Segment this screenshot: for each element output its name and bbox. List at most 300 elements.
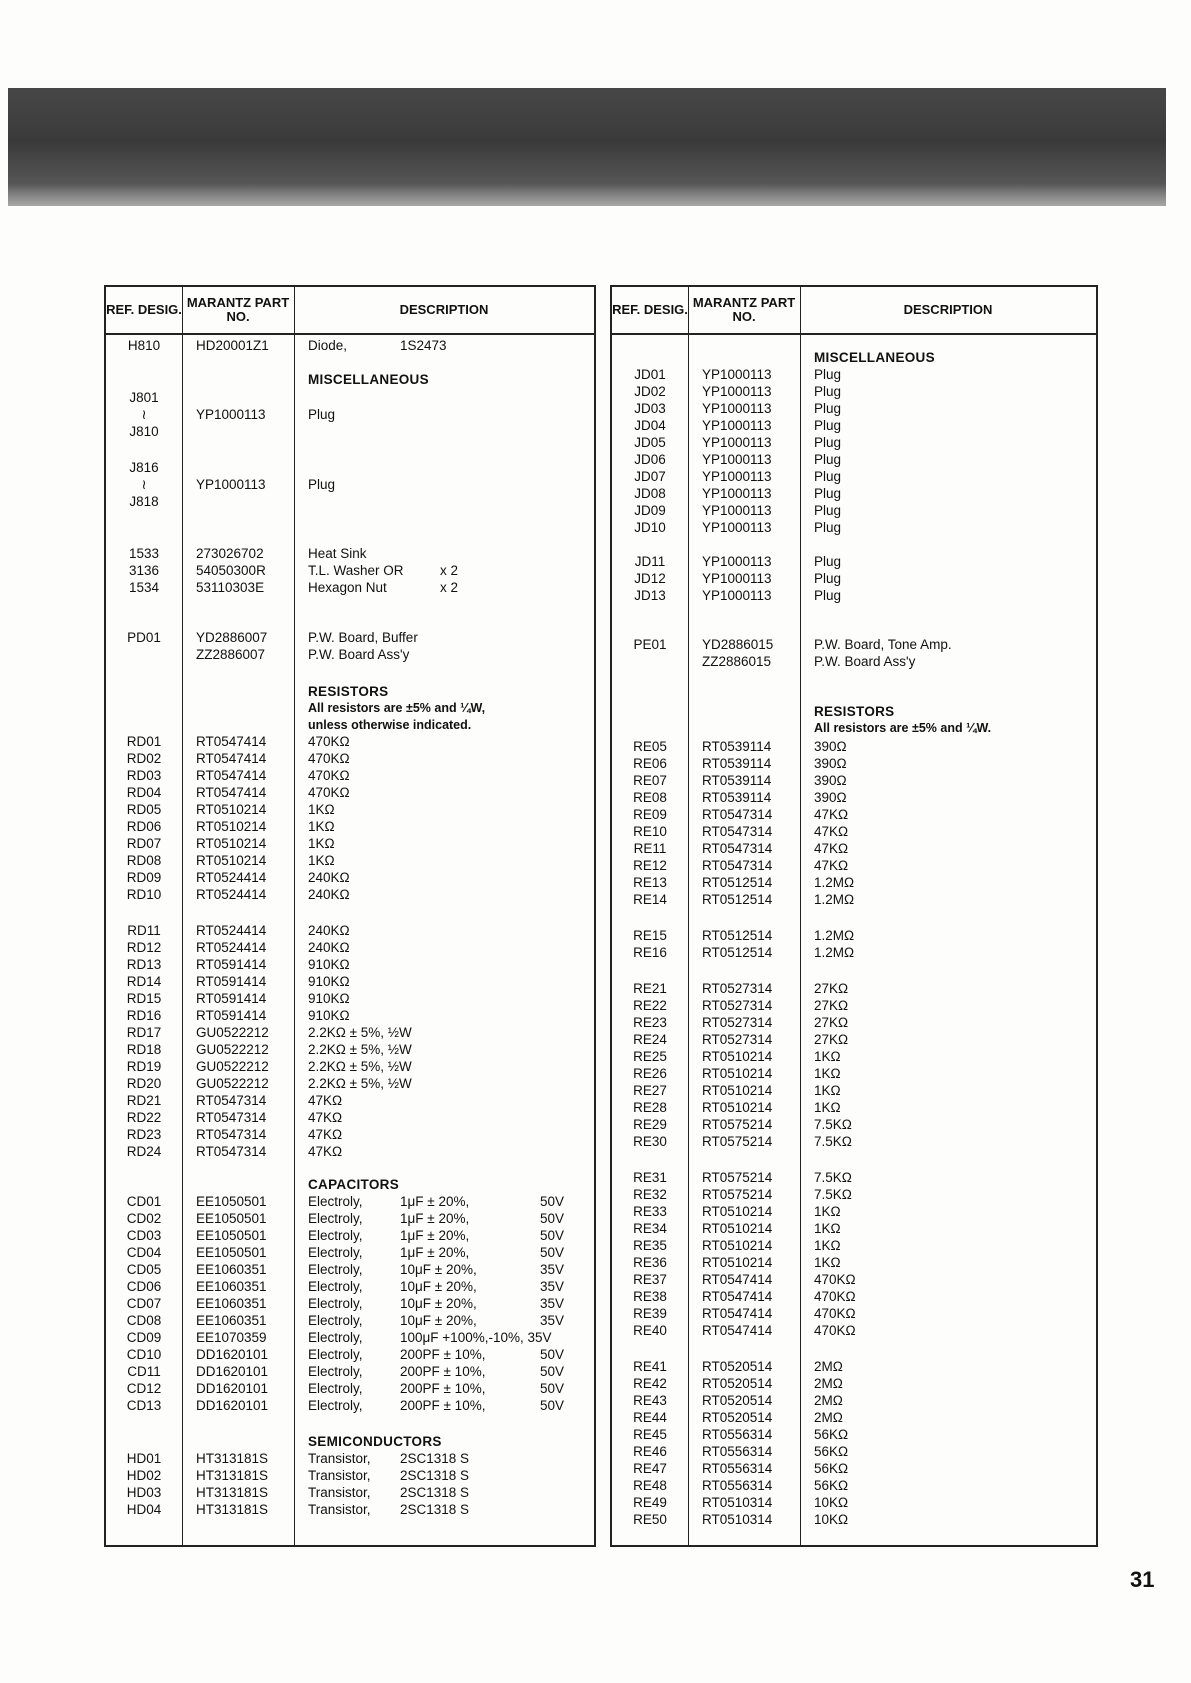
description (800, 1305, 1096, 1322)
table-header (612, 287, 1096, 335)
part-row (106, 423, 594, 440)
part-row (612, 772, 1096, 789)
ref-designator: JD06 (634, 452, 666, 467)
part-number: RT0510214 (702, 1066, 773, 1081)
description-text: 470KΩ (814, 1323, 856, 1338)
ref-designator: RD06 (126, 819, 162, 834)
part-row (106, 476, 594, 493)
part-row (106, 1007, 594, 1024)
part-number: EE1060351 (196, 1262, 267, 1277)
part-number: RT0547314 (702, 824, 773, 839)
part-row (106, 545, 594, 562)
description-value: 1S2473 (400, 338, 447, 353)
description-text: Plug (814, 469, 842, 484)
description-text: 47KΩ (308, 1144, 343, 1159)
description (800, 1169, 1096, 1186)
part-row (612, 1048, 1096, 1065)
part-number (688, 703, 800, 720)
part-row (106, 1278, 594, 1295)
description-type: Electroly, (308, 1194, 363, 1209)
column-header-ref: REF. DESIG. (612, 302, 688, 317)
description-text: Hexagon Nut (308, 580, 387, 595)
part-row (612, 1065, 1096, 1082)
ref-designator: JD09 (634, 503, 666, 518)
description (294, 1278, 594, 1295)
description-rating: 50V (540, 1211, 565, 1226)
part-number: YP1000113 (702, 401, 772, 416)
section-heading (612, 703, 1096, 720)
description (294, 406, 594, 423)
description (294, 1024, 594, 1041)
description-text: 47KΩ (814, 807, 849, 822)
description (294, 389, 594, 406)
description (294, 922, 594, 939)
description (800, 485, 1096, 502)
part-row (612, 1254, 1096, 1271)
ref-designator: JD05 (634, 435, 666, 450)
ref-designator: RE24 (633, 1032, 667, 1047)
part-number: RT0539114 (702, 790, 772, 805)
part-row (612, 502, 1096, 519)
part-row (106, 1210, 594, 1227)
ref-designator (612, 720, 688, 737)
description-text: 240KΩ (308, 887, 350, 902)
part-number: RT0547314 (196, 1127, 267, 1142)
part-row (106, 1193, 594, 1210)
description-text: Plug (814, 367, 842, 382)
description (294, 852, 594, 869)
description (294, 956, 594, 973)
section-heading (106, 683, 594, 700)
part-number: RT0510214 (196, 853, 267, 868)
ref-designator (106, 700, 182, 717)
ref-designator: RE31 (633, 1170, 667, 1185)
part-number: RT0547314 (702, 807, 773, 822)
description (294, 646, 594, 663)
description-text: Plug (814, 401, 842, 416)
description (800, 927, 1096, 944)
part-number: DD1620101 (196, 1381, 269, 1396)
description (294, 939, 594, 956)
description-text: 56KΩ (814, 1478, 849, 1493)
ref-designator: RD01 (126, 734, 162, 749)
part-row (106, 767, 594, 784)
ref-designator: RE11 (633, 841, 667, 856)
part-row (106, 1075, 594, 1092)
part-number (182, 700, 294, 717)
part-number: RT0547414 (196, 751, 267, 766)
part-number: YP1000113 (702, 571, 772, 586)
description (294, 1484, 594, 1501)
part-row (612, 1305, 1096, 1322)
part-row (612, 1014, 1096, 1031)
section-note (106, 700, 594, 717)
column-header-ref: REF. DESIG. (106, 302, 182, 317)
ref-designator: PD01 (127, 630, 161, 645)
description (800, 1220, 1096, 1237)
table-body (106, 333, 594, 1545)
ref-designator: RE22 (633, 998, 667, 1013)
part-number: EE1060351 (196, 1296, 267, 1311)
ref-designator (106, 717, 182, 734)
part-number: RT0510314 (702, 1495, 773, 1510)
header-band (8, 88, 1166, 206)
part-number (182, 717, 294, 734)
column-header-part: MARANTZ PART NO. (186, 295, 290, 324)
part-number (182, 371, 294, 388)
part-number: RT0547414 (702, 1272, 773, 1287)
part-row (106, 646, 594, 663)
description-rating: 35V (540, 1262, 565, 1277)
part-number: RT0547314 (196, 1093, 267, 1108)
description-text: 7.5KΩ (814, 1134, 852, 1149)
description-text: Heat Sink (308, 546, 367, 561)
ref-designator: CD08 (126, 1313, 162, 1328)
section-heading (106, 1433, 594, 1450)
description (294, 767, 594, 784)
part-number: RT0524414 (196, 923, 267, 938)
part-row (106, 389, 594, 406)
ref-designator: JD10 (634, 520, 666, 535)
part-row (612, 587, 1096, 604)
part-row (106, 852, 594, 869)
ref-designator (612, 349, 688, 366)
ref-designator: RD15 (126, 991, 162, 1006)
part-number: RT0510214 (702, 1221, 773, 1236)
ref-designator: HD03 (126, 1485, 162, 1500)
description (294, 1312, 594, 1329)
ref-designator: RE35 (633, 1238, 667, 1253)
part-number: RT0510214 (196, 802, 267, 817)
ref-designator: 1533 (128, 546, 160, 561)
description (800, 891, 1096, 908)
part-number: RT0547414 (702, 1289, 773, 1304)
part-row (106, 1041, 594, 1058)
description-type: Electroly, (308, 1245, 363, 1260)
description-text: 2MΩ (814, 1376, 843, 1391)
ref-designator: RD21 (126, 1093, 162, 1108)
description-text: 56KΩ (814, 1427, 849, 1442)
ref-designator: RD16 (126, 1008, 162, 1023)
description (800, 1048, 1096, 1065)
description (294, 818, 594, 835)
part-row (612, 468, 1096, 485)
note-text: All resistors are ±5% and ¼W, (308, 701, 486, 715)
part-row (106, 1346, 594, 1363)
description-text: 240KΩ (308, 940, 350, 955)
part-row (106, 1380, 594, 1397)
ref-designator (106, 1176, 182, 1193)
part-number: RT0520514 (702, 1393, 773, 1408)
part-row (612, 1443, 1096, 1460)
column-header-description: DESCRIPTION (399, 302, 489, 317)
description-text: 1KΩ (308, 802, 335, 817)
part-number (182, 683, 294, 700)
description-text: 1.2MΩ (814, 875, 855, 890)
part-number: RT0510314 (702, 1512, 773, 1527)
part-number: RT0575214 (702, 1134, 773, 1149)
ref-designator: RD11 (127, 923, 161, 938)
description-text: Plug (308, 407, 336, 422)
description (800, 1186, 1096, 1203)
description (294, 1041, 594, 1058)
ref-designator: RE07 (633, 773, 667, 788)
ref-designator: 1534 (128, 580, 160, 595)
part-row (612, 1082, 1096, 1099)
description (800, 755, 1096, 772)
description (800, 1237, 1096, 1254)
part-row (612, 891, 1096, 908)
ref-designator: RE32 (633, 1187, 667, 1202)
description (800, 1460, 1096, 1477)
description (294, 784, 594, 801)
description (800, 1322, 1096, 1339)
part-number: RT0575214 (702, 1187, 773, 1202)
description (800, 587, 1096, 604)
part-row (106, 1024, 594, 1041)
part-row (106, 629, 594, 646)
description (294, 1329, 594, 1346)
description-type: Electroly, (308, 1381, 363, 1396)
part-number: GU0522212 (196, 1059, 269, 1074)
description-type: Diode, (308, 338, 348, 353)
part-row (106, 493, 594, 510)
ref-designator: CD05 (126, 1262, 162, 1277)
description-value: 1μF ± 20%, (400, 1228, 470, 1243)
part-number: EE1060351 (196, 1313, 267, 1328)
description-text: 47KΩ (814, 824, 849, 839)
part-row (106, 869, 594, 886)
description (294, 973, 594, 990)
part-number: RT0512514 (702, 892, 773, 907)
parts-table-left (104, 285, 596, 1547)
part-row (106, 406, 594, 423)
part-row (106, 1227, 594, 1244)
part-row (106, 922, 594, 939)
part-row (612, 997, 1096, 1014)
part-number: YP1000113 (702, 520, 772, 535)
description (294, 1261, 594, 1278)
part-number: DD1620101 (196, 1347, 269, 1362)
ref-designator: HD04 (126, 1502, 162, 1517)
ref-designator: RE09 (633, 807, 667, 822)
description (800, 1254, 1096, 1271)
ref-designator: RE46 (633, 1444, 667, 1459)
description (294, 1109, 594, 1126)
part-number: 273026702 (196, 546, 264, 561)
description-rating: 50V (540, 1245, 565, 1260)
ref-designator: RE15 (633, 928, 667, 943)
description (800, 823, 1096, 840)
part-number: RT0556314 (702, 1461, 773, 1476)
part-number: RT0547314 (702, 841, 773, 856)
description-value: 100μF +100%,-10%, 35V (400, 1330, 552, 1345)
description-text: Plug (814, 418, 842, 433)
part-number: RT0510214 (196, 836, 267, 851)
description-type: Electroly, (308, 1228, 363, 1243)
description (294, 476, 594, 493)
ref-designator: RD18 (126, 1042, 162, 1057)
part-number: RT0547414 (196, 734, 267, 749)
description-text: 10KΩ (814, 1495, 849, 1510)
part-number: YD2886007 (196, 630, 268, 645)
description-text: 7.5KΩ (814, 1117, 852, 1132)
description-text: 2.2KΩ ± 5%, ½W (308, 1059, 412, 1074)
table-body (612, 333, 1096, 1545)
description-rating: 35V (540, 1313, 565, 1328)
part-row (106, 1484, 594, 1501)
part-number (182, 389, 294, 406)
part-row (106, 784, 594, 801)
ref-designator: RD08 (126, 853, 162, 868)
description-text: 390Ω (814, 756, 847, 771)
ref-designator: RE43 (633, 1393, 667, 1408)
ref-designator: J816 (129, 460, 159, 475)
ref-designator: RE50 (633, 1512, 667, 1527)
part-row (612, 1169, 1096, 1186)
description (800, 944, 1096, 961)
description-text: 1KΩ (814, 1221, 841, 1236)
part-row (612, 485, 1096, 502)
part-row (106, 562, 594, 579)
description (294, 1143, 594, 1160)
part-number: RT0547414 (702, 1306, 773, 1321)
part-number: HT313181S (196, 1502, 269, 1517)
part-number (688, 349, 800, 366)
description (294, 579, 594, 596)
description-text: 240KΩ (308, 923, 350, 938)
description (800, 720, 1096, 737)
part-number: HT313181S (196, 1468, 269, 1483)
description-text: Plug (814, 571, 842, 586)
description-value: 2SC1318 S (400, 1502, 470, 1517)
part-row (612, 1186, 1096, 1203)
ref-designator: RE26 (633, 1066, 667, 1081)
description-text: 1.2MΩ (814, 892, 855, 907)
ref-designator: H810 (127, 338, 161, 353)
ref-designator: RE48 (633, 1478, 667, 1493)
ref-designator: JD13 (634, 588, 666, 603)
description-type: Electroly, (308, 1279, 363, 1294)
heading-text: CAPACITORS (308, 1177, 400, 1192)
description-type: Transistor, (308, 1451, 371, 1466)
ref-designator: RD12 (126, 940, 162, 955)
description (800, 417, 1096, 434)
description-text: 390Ω (814, 790, 847, 805)
description-value: 2SC1318 S (400, 1485, 470, 1500)
part-row (106, 1109, 594, 1126)
part-row (106, 1092, 594, 1109)
ref-designator: JD08 (634, 486, 666, 501)
table-header (106, 287, 594, 335)
description (294, 717, 594, 734)
part-row (106, 1397, 594, 1414)
ref-designator (106, 1433, 182, 1450)
part-number: RT0520514 (702, 1410, 773, 1425)
description-value: 2SC1318 S (400, 1451, 470, 1466)
part-number: RT0510214 (702, 1204, 773, 1219)
description-text: Plug (814, 588, 842, 603)
part-number: RT0547314 (196, 1144, 267, 1159)
section-heading (106, 371, 594, 388)
part-row (612, 1511, 1096, 1528)
description (800, 636, 1096, 653)
description (294, 869, 594, 886)
description (294, 459, 594, 476)
description-text: 240KΩ (308, 870, 350, 885)
part-row (106, 1244, 594, 1261)
part-number: RT0539114 (702, 773, 772, 788)
description (800, 1392, 1096, 1409)
description-text: 910KΩ (308, 957, 350, 972)
part-row (612, 1237, 1096, 1254)
ref-designator: CD04 (126, 1245, 162, 1260)
ref-designator (612, 703, 688, 720)
parts-table-right (610, 285, 1098, 1547)
description (800, 1203, 1096, 1220)
description (800, 1358, 1096, 1375)
ref-designator: RE23 (633, 1015, 667, 1030)
ref-designator: RE45 (633, 1427, 667, 1442)
part-row (612, 1375, 1096, 1392)
description-text: 910KΩ (308, 1008, 350, 1023)
description (800, 1271, 1096, 1288)
description-value: 1μF ± 20%, (400, 1194, 470, 1209)
part-number: 54050300R (196, 563, 266, 578)
part-row (612, 857, 1096, 874)
description-text: 1KΩ (814, 1255, 841, 1270)
description-rating: 35V (540, 1279, 565, 1294)
description-text: 470KΩ (308, 734, 350, 749)
description-text: P.W. Board, Buffer (308, 630, 418, 645)
description-text: 1KΩ (814, 1049, 841, 1064)
ref-designator: RD24 (126, 1144, 162, 1159)
note-text: unless otherwise indicated. (308, 718, 472, 732)
description-rating: 50V (540, 1381, 565, 1396)
description (294, 1092, 594, 1109)
part-row (106, 990, 594, 1007)
part-number: YP1000113 (702, 435, 772, 450)
part-row (106, 750, 594, 767)
description (800, 468, 1096, 485)
part-row (106, 1363, 594, 1380)
ref-designator: RE33 (633, 1204, 667, 1219)
description-text: 1.2MΩ (814, 928, 855, 943)
description (294, 337, 594, 354)
description-text: 470KΩ (814, 1306, 856, 1321)
description-text: 1KΩ (308, 819, 335, 834)
ref-designator: RE25 (633, 1049, 667, 1064)
part-number: RT0510214 (702, 1238, 773, 1253)
part-row (612, 636, 1096, 653)
part-row (612, 553, 1096, 570)
description-text: 47KΩ (308, 1127, 343, 1142)
part-row (106, 1329, 594, 1346)
description-text: 2MΩ (814, 1359, 843, 1374)
ref-designator: JD11 (634, 554, 666, 569)
part-row (106, 1143, 594, 1160)
part-row (612, 944, 1096, 961)
description-text: 1KΩ (308, 853, 335, 868)
ref-designator: RE14 (633, 892, 667, 907)
description (800, 434, 1096, 451)
description (294, 1346, 594, 1363)
part-row (612, 1477, 1096, 1494)
description-rating: 50V (540, 1364, 565, 1379)
part-row (612, 755, 1096, 772)
ref-designator: RE12 (633, 858, 667, 873)
part-number: YP1000113 (702, 554, 772, 569)
